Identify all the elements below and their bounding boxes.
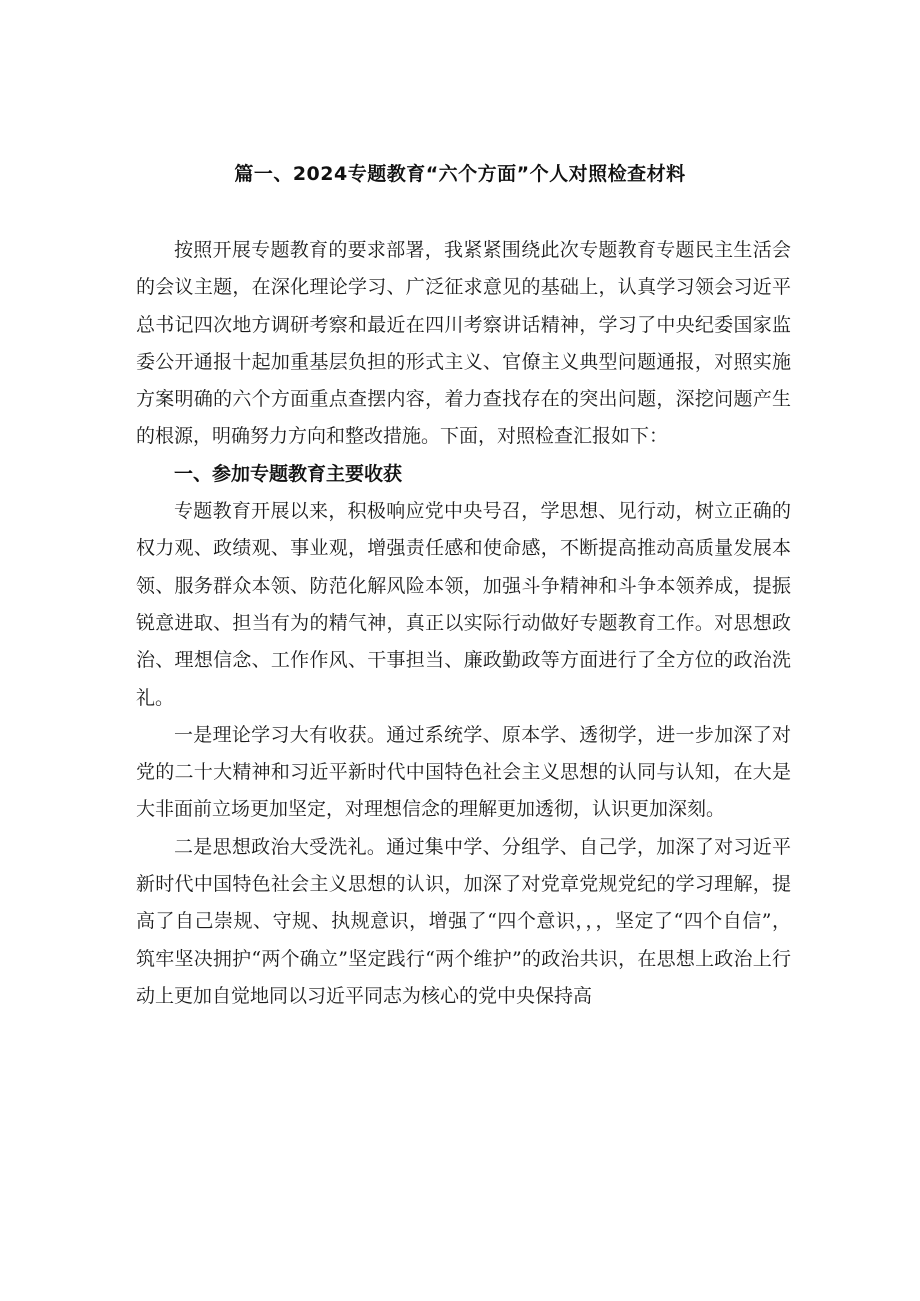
body-paragraph: 一是理论学习大有收获。通过系统学、原本学、透彻学，进一步加深了对党的二十大精神和习近平新时代中国特色社会主义思想的认同与认知，在大是大非面前立场更加坚定，对理想信念的理解更加透彻，认识更加深刻。 (136, 723, 791, 821)
document-title: 篇一、2024专题教育“六个方面”个人对照检查材料 (234, 163, 686, 185)
document-body (136, 232, 791, 1015)
body-paragraph: 二是思想政治大受洗礼。通过集中学、分组学、自己学，加深了对习近平新时代中国特色社会主义思想的认识，加深了对党章党规党纪的学习理解，提高了自己崇规、守规、执规意识，增强了“四个意识，，，坚定了“四个自信”，筑牢坚决拥护“两个确立”坚定践行“两个维护”的政治共识，在思想上政治上行动上更加自觉地同以习近平同志为核心的党中央保持高 (136, 835, 791, 1007)
section-heading: 一、参加专题教育主要收获 (174, 462, 403, 485)
intro-paragraph: 按照开展专题教育的要求部署，我紧紧围绕此次专题教育专题民主生活会的会议主题，在深化理论学习、广泛征求意见的基础上，认真学习领会习近平总书记四次地方调研考察和最近在四川考察讲话精神，学习了中央纪委国家监委公开通报十起加重基层负担的形式主义、官僚主义典型问题通报，对照实施方案明确的六个方面重点查摆内容，着力查找存在的突出问题，深挖问题产生的根源，明确努力方向和整改措施。下面，对照检查汇报如下： (136, 239, 791, 448)
body-paragraph: 专题教育开展以来，积极响应党中央号召，学思想、见行动，树立正确的权力观、政绩观、事业观，增强责任感和使命感，不断提高推动高质量发展本领、服务群众本领、防范化解风险本领，加强斗争精神和斗争本领养成，提振锐意进取、担当有为的精气神，真正以实际行动做好专题教育工作。对思想政治、理想信念、工作作风、干事担当、廉政勤政等方面进行了全方位的政治洗礼。 (136, 500, 791, 709)
